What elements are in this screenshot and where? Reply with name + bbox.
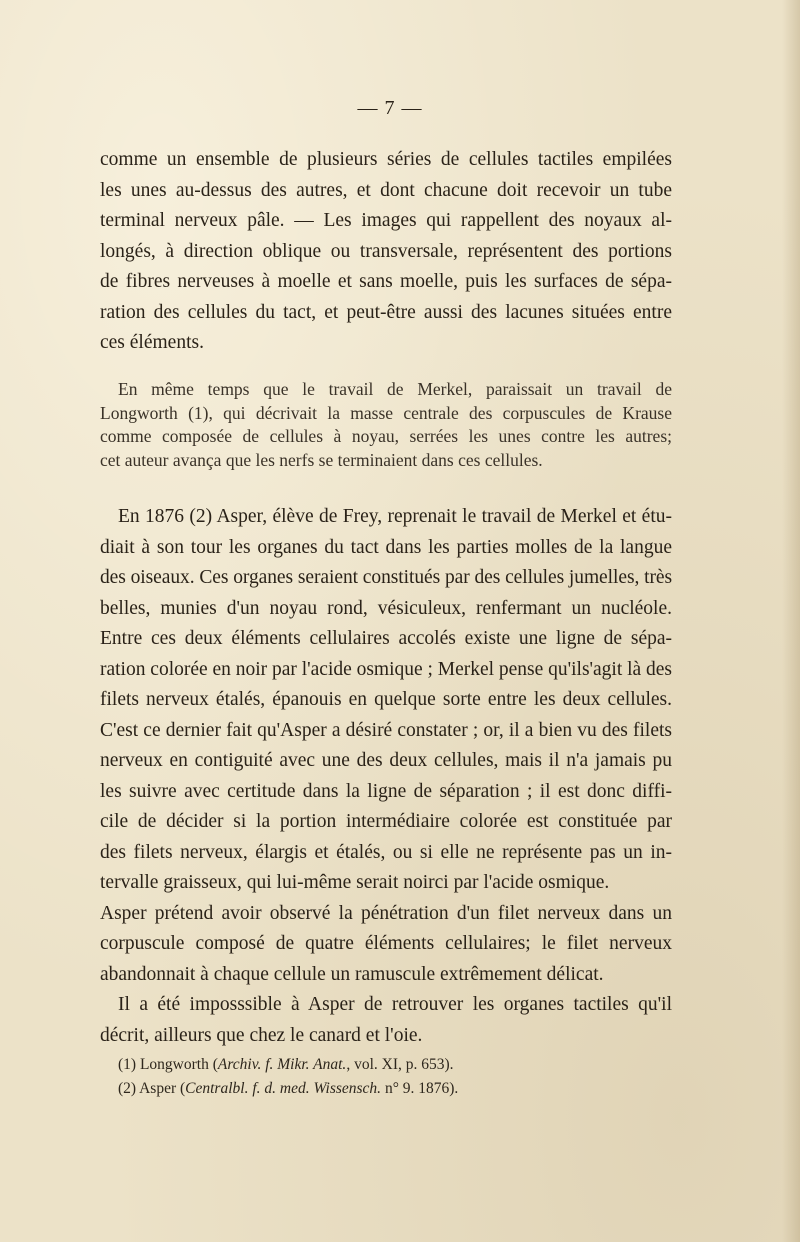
text-line: abandonnait à chaque cellule un ramuscule extrêmement délicat. (100, 963, 604, 985)
text-line: ration colorée en noir par l'acide osmique ; Merkel pense qu'ils'agit là des (100, 658, 672, 680)
page-edge-shadow (782, 0, 800, 1242)
text-line: de fibres nerveuses à moelle et sans moelle, puis les surfaces de sépa- (100, 271, 672, 292)
footnote-2: (2) Asper (Centralbl. f. d. med. Wissensch. n° 9. 1876). (118, 1080, 459, 1097)
footnotes (118, 1053, 638, 1101)
text-line: belles, munies d'un noyau rond, vésiculeux, renfermant un nucléole. (100, 597, 672, 619)
paragraph-asper (100, 502, 672, 1051)
text-line: Entre ces deux éléments cellulaires accolés existe une ligne de sépa- (100, 628, 672, 649)
text-line: longés, à direction oblique ou transversale, représentent des portions (100, 240, 672, 262)
text-line: comme composée de cellules à noyau, serrées les unes contre les autres; (100, 426, 672, 446)
paragraph-longworth (100, 378, 672, 472)
text-line: des oiseaux. Ces organes seraient constitués par des cellules jumelles, très (100, 567, 672, 588)
text-line: des filets nerveux, élargis et étalés, ou si elle ne représente pas un in- (100, 841, 672, 863)
paragraph-continuation (100, 145, 672, 359)
text-line: Il a été imposssible à Asper de retrouver les organes tactiles qu'il (118, 994, 672, 1015)
text-line: décrit, ailleurs que chez le canard et l'oie. (100, 1024, 423, 1046)
text-line: diait à son tour les organes du tact dans les parties molles de la langue (100, 536, 672, 558)
text-line: Longworth (1), qui décrivait la masse centrale des corpuscules de Krause (100, 402, 672, 423)
text-line: ration des cellules du tact, et peut-être aussi des lacunes situées entre (100, 301, 672, 323)
text-line: terminal nerveux pâle. — Les images qui rappellent des noyaux al- (100, 210, 672, 231)
footnote-1: (1) Longworth (Archiv. f. Mikr. Anat., vol. XI, p. 653). (118, 1056, 454, 1073)
page-number: — 7 — (357, 97, 423, 119)
text-line: nerveux en contiguité avec une des deux cellules, mais il n'a jamais pu (100, 750, 672, 771)
text-line: ces éléments. (100, 332, 204, 353)
text-line: cile de décider si la portion intermédiaire colorée est constituée par (100, 811, 672, 832)
text-line: les suivre avec certitude dans la ligne de séparation ; il est donc diffi- (100, 780, 672, 802)
text-line: cet auteur avança que les nerfs se terminaient dans ces cellules. (100, 449, 543, 470)
text-line: les unes au-dessus des autres, et dont chacune doit recevoir un tube (100, 179, 672, 201)
text-line: corpuscule composé de quatre éléments cellulaires; le filet nerveux (100, 933, 672, 954)
text-line: filets nerveux étalés, épanouis en quelque sorte entre les deux cellules. (100, 689, 672, 710)
text-line: C'est ce dernier fait qu'Asper a désiré constater ; or, il a bien vu des filets (100, 719, 672, 741)
text-line: tervalle graisseux, qui lui-même serait noirci par l'acide osmique. (100, 872, 610, 893)
text-line: En même temps que le travail de Merkel, paraissait un travail de (118, 379, 672, 399)
text-line: En 1876 (2) Asper, élève de Frey, reprenait le travail de Merkel et étu- (118, 506, 672, 527)
text-line: Asper prétend avoir observé la pénétration d'un filet nerveux dans un (100, 902, 672, 924)
text-line: comme un ensemble de plusieurs séries de cellules tactiles empilées (100, 149, 672, 170)
